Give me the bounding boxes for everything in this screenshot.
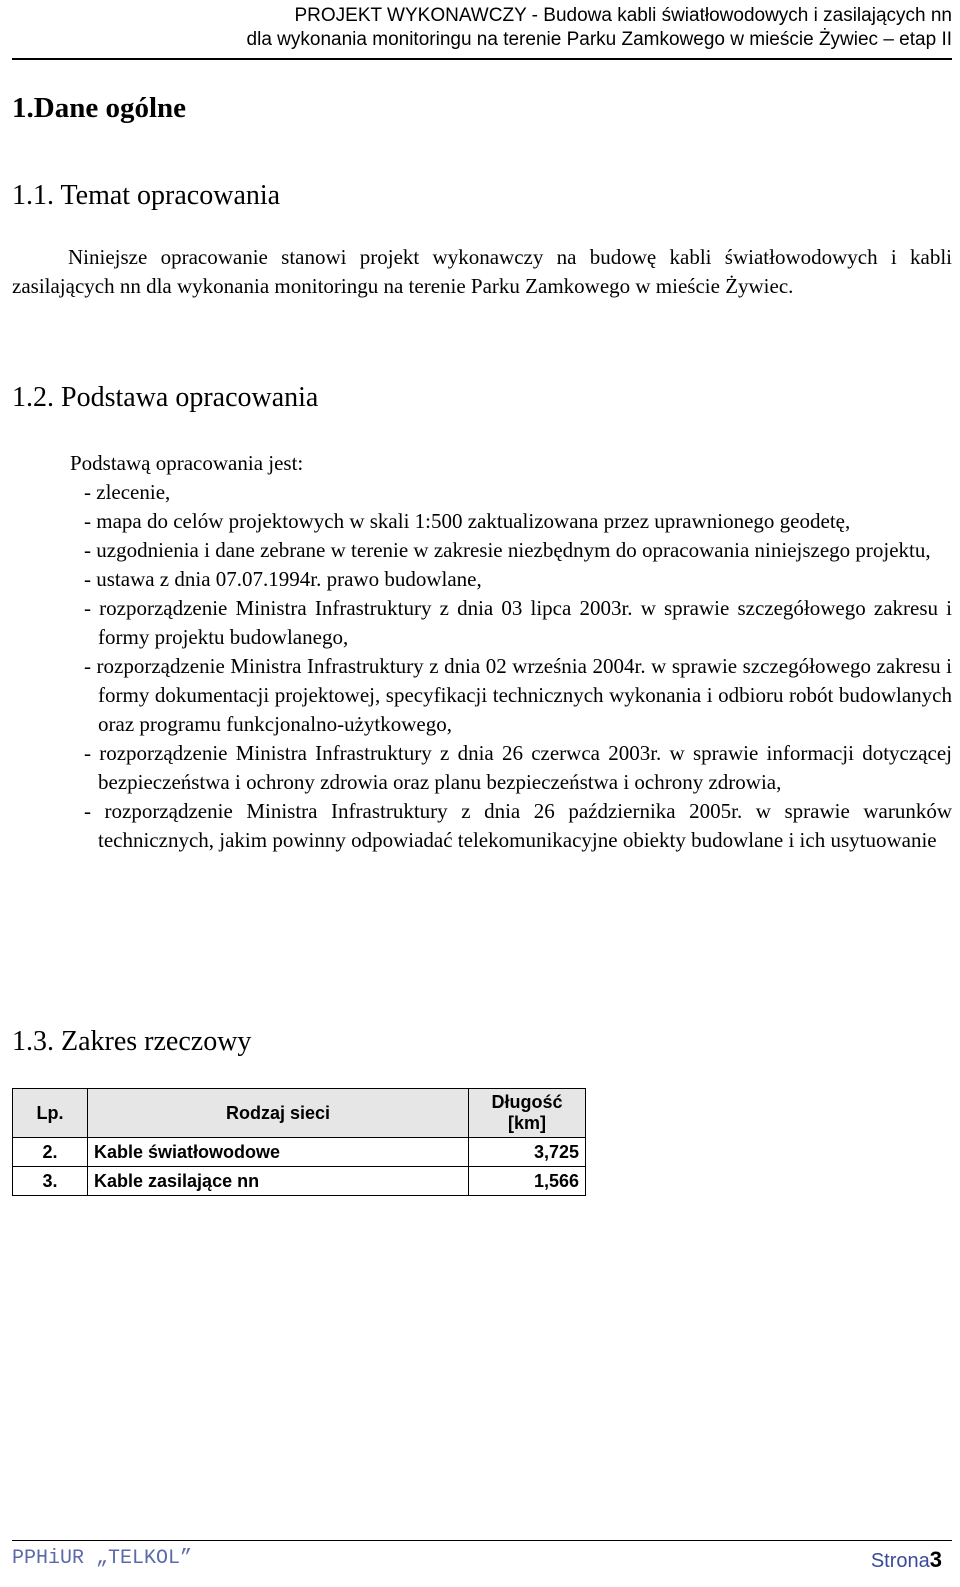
section-1-2-intro: Podstawą opracowania jest: — [70, 451, 304, 475]
header-line-1: PROJEKT WYKONAWCZY - Budowa kabli światłowodowych i zasilających nn — [294, 5, 952, 26]
section-1-title: 1.Dane ogólne — [12, 92, 186, 124]
section-1-1-title: 1.1. Temat opracowania — [12, 180, 281, 211]
section-1-1-body — [12, 243, 952, 301]
list-item: - rozporządzenie Ministra Infrastruktury z dnia 26 czerwca 2003r. w sprawie informacji dotyczącej bezpieczeństwa i ochrony zdrowia oraz planu bezpieczeństwa i ochrony zdrowia, — [84, 741, 952, 794]
section-1-2-body — [70, 449, 952, 855]
list-item: - rozporządzenie Ministra Infrastruktury z dnia 26 października 2005r. w sprawie warunków technicznych, jakim powinny odpowiadać telekomunikacyjne obiekty budowlane i ich usytuowanie — [84, 799, 952, 852]
page-label: Strona — [870, 1550, 930, 1572]
section-1-2-title: 1.2. Podstawa opracowania — [12, 382, 319, 413]
list-item: - rozporządzenie Ministra Infrastruktury z dnia 03 lipca 2003r. w sprawie szczegółowego zakresu i formy projektu budowlanego, — [84, 596, 952, 649]
cell-length: 3,725 — [469, 1138, 586, 1167]
header-network-type: Rodzaj sieci — [88, 1089, 469, 1138]
table-row — [13, 1167, 586, 1196]
header-lp: Lp. — [13, 1089, 88, 1138]
cell-network-type: Kable światłowodowe — [88, 1138, 469, 1167]
list-item: - uzgodnienia i dane zebrane w terenie w zakresie niezbędnym do opracowania niniejszego projektu, — [84, 538, 931, 562]
table-row — [13, 1138, 586, 1167]
list-item: - rozporządzenie Ministra Infrastruktury z dnia 02 września 2004r. w sprawie szczegółowego zakresu i formy dokumentacji projektowej, specyfikacji technicznych wykonania i odbioru robót budowlanych oraz programu funkcjonalno-użytkowego, — [84, 654, 952, 736]
header-line-2: dla wykonania monitoringu na terenie Parku Zamkowego w mieście Żywiec – etap II — [246, 29, 952, 50]
cell-lp: 2. — [13, 1138, 88, 1167]
list-item: - zlecenie, — [84, 480, 171, 504]
cell-length: 1,566 — [469, 1167, 586, 1196]
company-name: PPHiUR „TELKOL” — [12, 1547, 193, 1570]
page-footer — [12, 1540, 952, 1581]
list-item: - ustawa z dnia 07.07.1994r. prawo budowlane, — [84, 567, 482, 591]
section-1-3-title: 1.3. Zakres rzeczowy — [12, 1026, 252, 1057]
page-header — [12, 4, 952, 60]
header-length: Długość [km] — [469, 1089, 586, 1138]
page-indicator — [871, 1547, 942, 1573]
section-1-1-text: Niniejsze opracowanie stanowi projekt wykonawczy na budowę kabli światłowodowych i kabli zasilających nn dla wykonania monitoringu na terenie Parku Zamkowego w mieście Żywiec. — [12, 245, 952, 298]
basis-list — [70, 478, 952, 855]
list-item: - mapa do celów projektowych w skali 1:500 zaktualizowana przez uprawnionego geodetę, — [84, 509, 851, 533]
cell-network-type: Kable zasilające nn — [88, 1167, 469, 1196]
scope-table — [12, 1088, 586, 1196]
cell-lp: 3. — [13, 1167, 88, 1196]
page-number: 3 — [929, 1547, 942, 1572]
table-header-row — [13, 1089, 586, 1138]
